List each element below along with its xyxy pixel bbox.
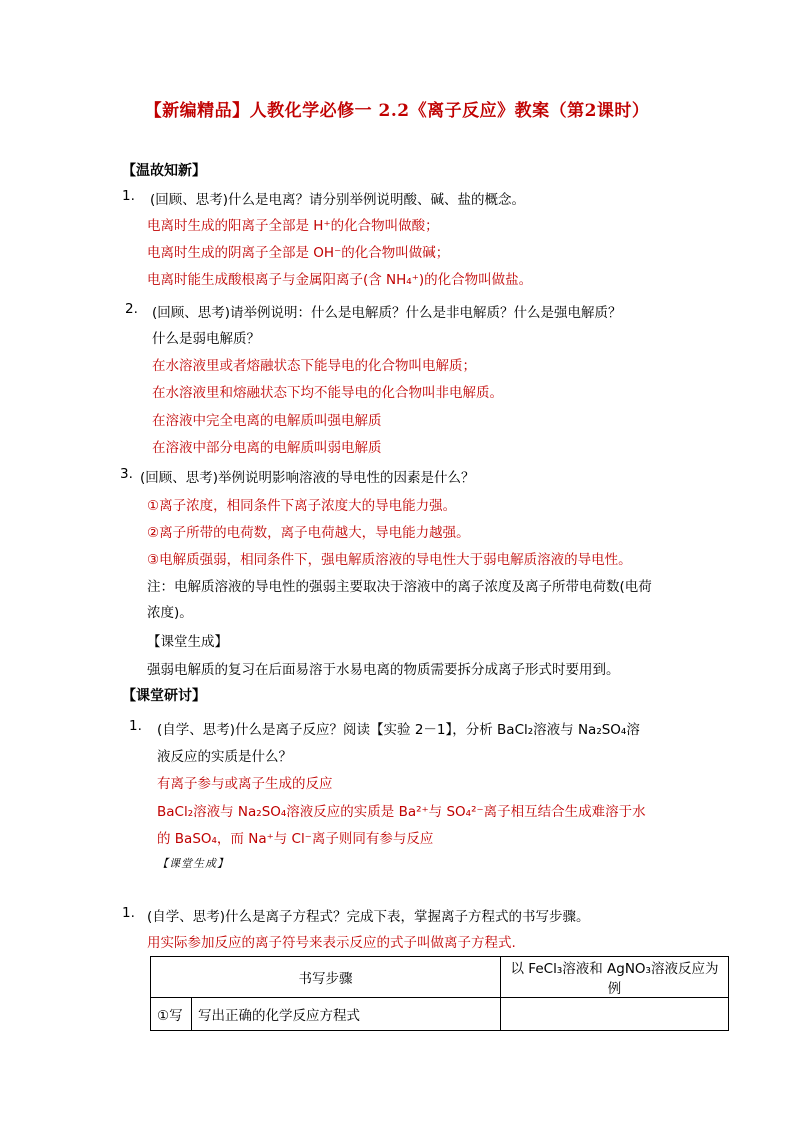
answer-line: 在水溶液里和熔融状态下均不能导电的化合物叫非电解质。 xyxy=(152,385,503,401)
table-header-row xyxy=(151,957,729,998)
table-header-cell: 以 FeCl₃溶液和 AgNO₃溶液反应为例 xyxy=(501,957,729,998)
question-number: 1. xyxy=(129,718,142,734)
page-title: 【新编精品】人教化学必修一 2.2《离子反应》教案（第2课时） xyxy=(144,101,650,121)
answer-line: ②离子所带的电荷数，离子电荷越大，导电能力越强。 xyxy=(147,525,470,541)
answer-line: 在溶液中部分电离的电解质叫弱电解质 xyxy=(152,440,382,456)
question-text: (自学、思考)什么是离子反应？阅读【实验 2－1】，分析 BaCl₂溶液与 Na₂SO₄溶 xyxy=(157,722,640,738)
table-cell-description: 写出正确的化学反应方程式 xyxy=(192,998,501,1031)
table-header-cell: 书写步骤 xyxy=(151,957,501,998)
class-generation-heading: 【课堂生成】 xyxy=(147,634,228,650)
table-cell-example xyxy=(501,998,729,1031)
question-text: (回顾、思考)请举例说明：什么是电解质？什么是非电解质？什么是强电解质？ xyxy=(152,305,622,321)
table-row xyxy=(151,998,729,1031)
answer-line: 用实际参加反应的离子符号来表示反应的式子叫做离子方程式. xyxy=(147,935,516,951)
question-text: (回顾、思考)什么是电离？请分别举例说明酸、碱、盐的概念。 xyxy=(150,192,526,208)
section-heading-review: 【温故知新】 xyxy=(122,163,206,179)
class-generation-stamp: 【课堂生成】 xyxy=(157,857,229,870)
section-heading-discussion: 【课堂研讨】 xyxy=(122,688,206,704)
question-number: 2. xyxy=(125,301,138,317)
table-cell-step: ①写 xyxy=(151,998,192,1031)
question-text: (自学、思考)什么是离子方程式？完成下表，掌握离子方程式的书写步骤。 xyxy=(147,909,590,925)
question-number: 1. xyxy=(122,905,135,921)
answer-line: 的 BaSO₄，而 Na⁺与 Cl⁻离子则同有参与反应 xyxy=(157,831,434,847)
question-number: 1. xyxy=(122,188,135,204)
question-text: 液反应的实质是什么？ xyxy=(157,749,292,765)
answer-line: 在水溶液里或者熔融状态下能导电的化合物叫电解质； xyxy=(152,358,476,374)
answer-line: 电离时能生成酸根离子与金属阳离子(含 NH₄⁺)的化合物叫做盐。 xyxy=(147,272,533,288)
answer-line: 电离时生成的阳离子全部是 H⁺的化合物叫做酸； xyxy=(147,218,439,234)
question-text: 什么是弱电解质？ xyxy=(152,331,260,347)
answer-line: 有离子参与或离子生成的反应 xyxy=(157,776,333,792)
note-line: 浓度)。 xyxy=(147,605,193,621)
question-number: 3. xyxy=(120,466,133,482)
answer-line: 在溶液中完全电离的电解质叫强电解质 xyxy=(152,413,382,429)
question-text: (回顾、思考)举例说明影响溶液的导电性的因素是什么？ xyxy=(140,470,475,486)
ionic-equation-steps-table xyxy=(150,956,729,1031)
answer-line: BaCl₂溶液与 Na₂SO₄溶液反应的实质是 Ba²⁺与 SO₄²⁻离子相互结合生成难溶于水 xyxy=(157,804,646,820)
note-line: 注：电解质溶液的导电性的强弱主要取决于溶液中的离子浓度及离子所带电荷数(电荷 xyxy=(147,579,652,595)
answer-line: ③电解质强弱，相同条件下，强电解质溶液的导电性大于弱电解质溶液的导电性。 xyxy=(147,552,632,568)
answer-line: 电离时生成的阴离子全部是 OH⁻的化合物叫做碱； xyxy=(147,245,450,261)
class-generation-text: 强弱电解质的复习在后面易溶于水易电离的物质需要拆分成离子形式时要用到。 xyxy=(147,662,620,678)
answer-line: ①离子浓度，相同条件下离子浓度大的导电能力强。 xyxy=(147,498,457,514)
